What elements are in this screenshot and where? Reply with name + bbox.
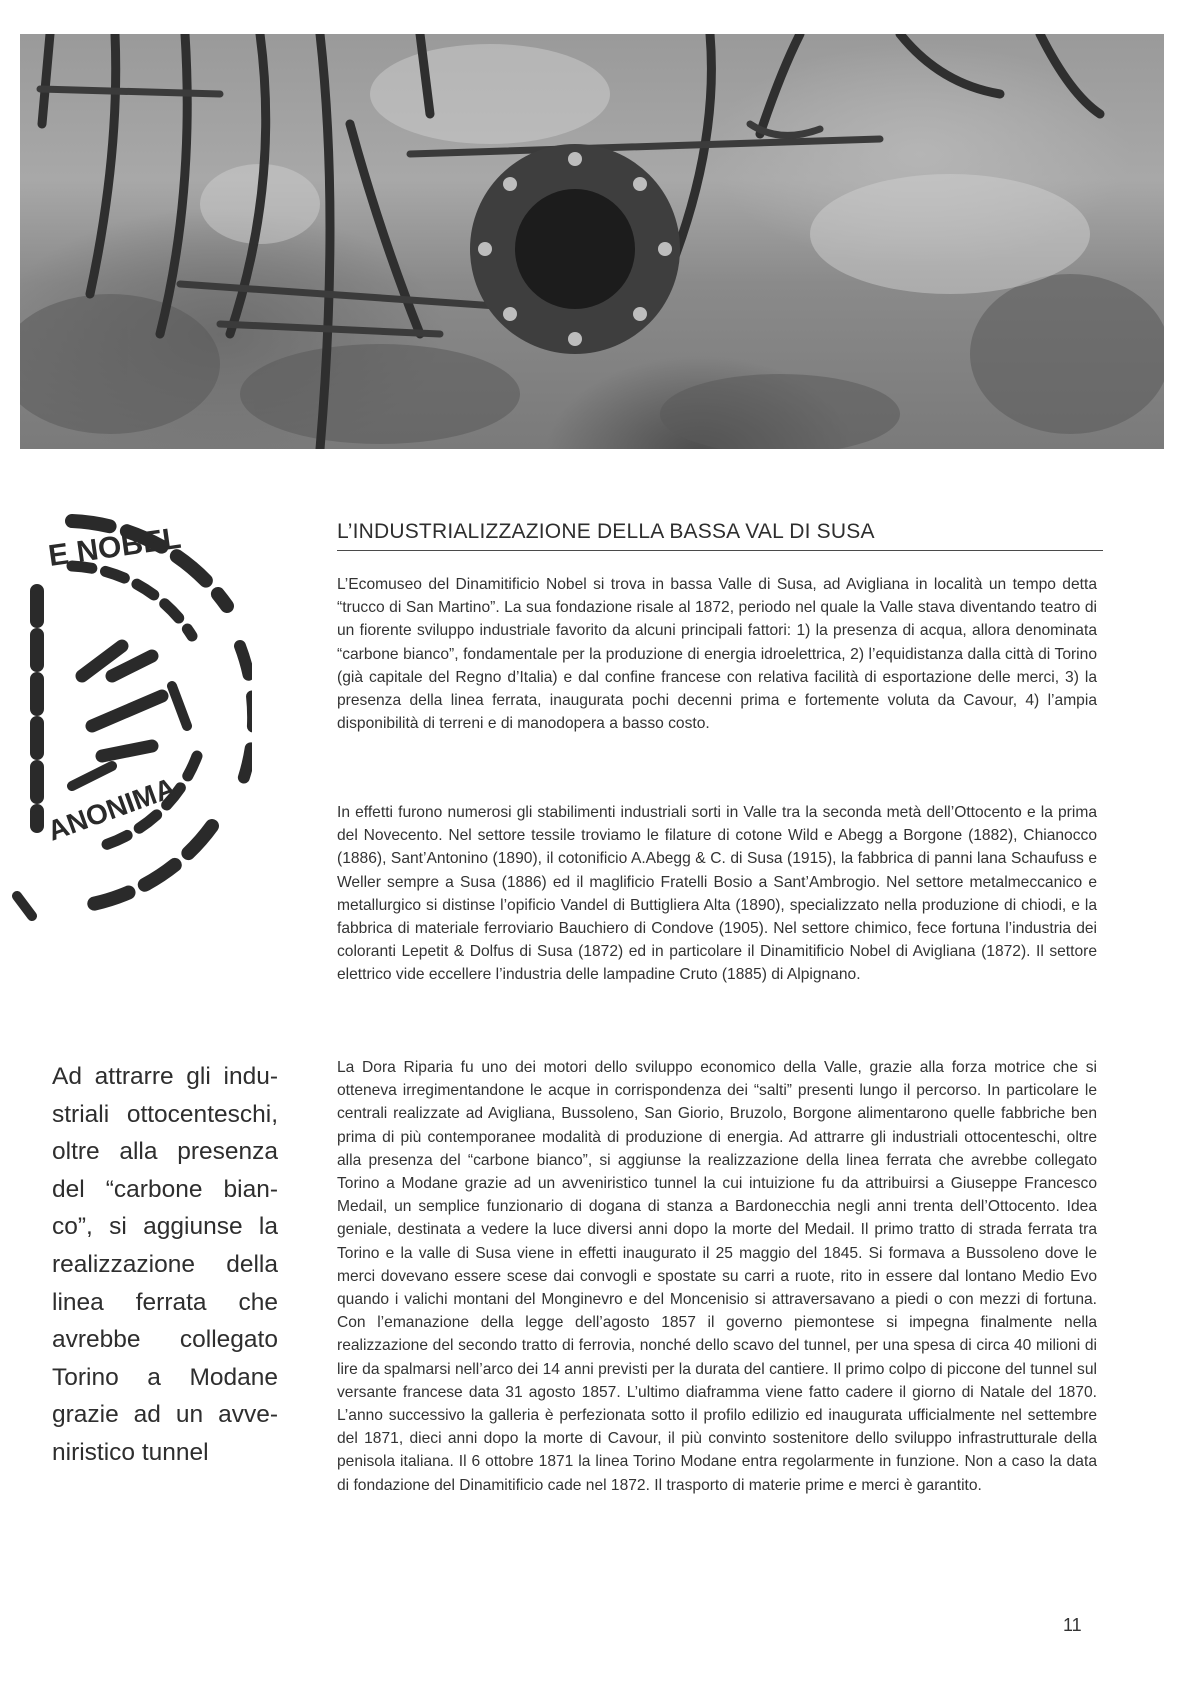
svg-text:ANONIMA: ANONIMA <box>43 771 180 847</box>
article-paragraph-3: La Dora Riparia fu uno dei motori dello sviluppo economico della Valle, grazie alla forza motrice che si otteneva irregimentandone le acque in corrispondenza dei “salti” presenti lungo il percorso. In particolare le centrali realizzate ad Avigliana, Bussoleno, San Giorio, Bruzolo, Borgone alimentarono quelle fabbriche ben prima di più contemporanee modalità di produzione di energia. Ad attrarre gli industriali ottocenteschi, oltre alla presenza del “carbone bianco”, si aggiunse la realizzazione della linea ferrata che avrebbe collegato Torino a Modane grazie ad un avveniristico tunnel la cui intuizione fu da attribuirsi a Giuseppe Francesco Medail, un semplice funzionario di dogana di stanza a Bardonecchia negli anni trenta dell’Ottocento. Idea geniale, destinata a vedere la luce diversi anni dopo la morte del Medail. Il primo tratto di strada ferrata tra Torino e la valle di Susa viene in effetti inaugurato il 25 maggio del 1845. Si formava a Bussoleno dove le merci dovevano essere scese dai convogli e spostate su carri a ruote, rito in essere dal lontano Medio Evo quando i valichi montani del Monginevro e del Moncenisio si attraversavano a piedi o con mezzi di fortuna. Con l’emanazione della legge dell’agosto 1857 il governo piemontese si impegna finalmente nella realizzazione del secondo tratto di ferrovia, nonché dello scavo del tunnel, per una spesa di circa 40 milioni di lire da spalmarsi nell’arco dei 14 anni previsti per la durata del cantiere. Il primo colpo di piccone del tunnel sul versante francese data 31 agosto 1857. L’ultimo diaframma viene fatto cadere il giorno di Natale del 1870. L’anno successivo la galleria è perfezionata sotto il profilo edilizio ed inaugurata ufficialmente nel settembre del 1871, dieci anni dopo la morte di Cavour, il più convinto sostenitore dello sviluppo infrastrutturale della penisola italiana. Il 6 ottobre 1871 la linea Torino Modane entra regolarmente in funzione. Non a caso la data di fondazione del Dinamitificio cade nel 1872. Il trasporto di materie prime e merci è garantito. <box>337 1059 1097 1494</box>
stamp-lettering: E NOBEL <box>46 521 184 573</box>
photo-illustration <box>20 34 1164 449</box>
header-photo <box>20 34 1164 449</box>
page-number: 11 <box>1063 1615 1082 1635</box>
nobel-stamp <box>12 496 252 936</box>
article-paragraph-1: L’Ecomuseo del Dinamitificio Nobel si trova in bassa Valle di Susa, ad Avigliana in località un tempo detta “trucco di San Martino”. La sua fondazione risale al 1872, periodo nel quale la Valle stava diventando teatro di un fiorente sviluppo industriale favorito da alcuni principali fattori: 1) la presenza di acqua, allora denominata “carbone bianco”, fondamentale per la produzione di energia idroelettrica, 2) l’equidistanza dalla città di Torino (già capitale del Regno d’Italia) e dal confine francese con relativa facilità di esportazione delle merci, 3) la presenza della linea ferrata, inaugurata pochi decenni prima e fortemente voluta da Cavour, 4) l’ampia disponibilità di terreni e di manodopera a basso costo. <box>337 576 1097 733</box>
article-paragraph-2: In effetti furono numerosi gli stabilimenti industriali sorti in Valle tra la seconda metà dell’Ottocento e la prima del Novecento. Nel settore tessile troviamo le filature di cotone Wild e Abegg a Borgone (1882), Chianocco (1886), Sant’Antonino (1890), il cotonificio A.Abegg & C. di Susa (1915), la fabbrica di panni lana Schaufuss e Weller sempre a Susa (1886) ed il maglificio Fratelli Bosio a Sant’Ambrogio. Nel settore metalmeccanico e metallurgico si distinse l’opificio Vandel di Buttigliera Alta (1890), specializzato nella produzione di chiodi, e la fabbrica di materiale ferroviario Bauchiero di Condove (1905). Nel settore chimico, fece fortuna l’industria dei coloranti Lepetit & Dolfus di Susa (1872) ed in particolare il Dinamitificio Nobel di Avigliana (1872). Il settore elettrico vide eccellere l’industria delle lampadine Cruto (1885) di Alpignano. <box>337 804 1097 984</box>
article-title: L’INDUSTRIALIZZAZIONE DELLA BASSA VAL DI SUSA <box>337 520 1103 551</box>
sidebar-pull-quote: Ad attrarre gli industriali ottocenteschi, oltre alla presenza del “carbone bianco”, si aggiunse la realizzazione della linea ferrata che avrebbe collegato Torino a Modane grazie ad un avveniristico tunnel <box>52 1063 278 1466</box>
